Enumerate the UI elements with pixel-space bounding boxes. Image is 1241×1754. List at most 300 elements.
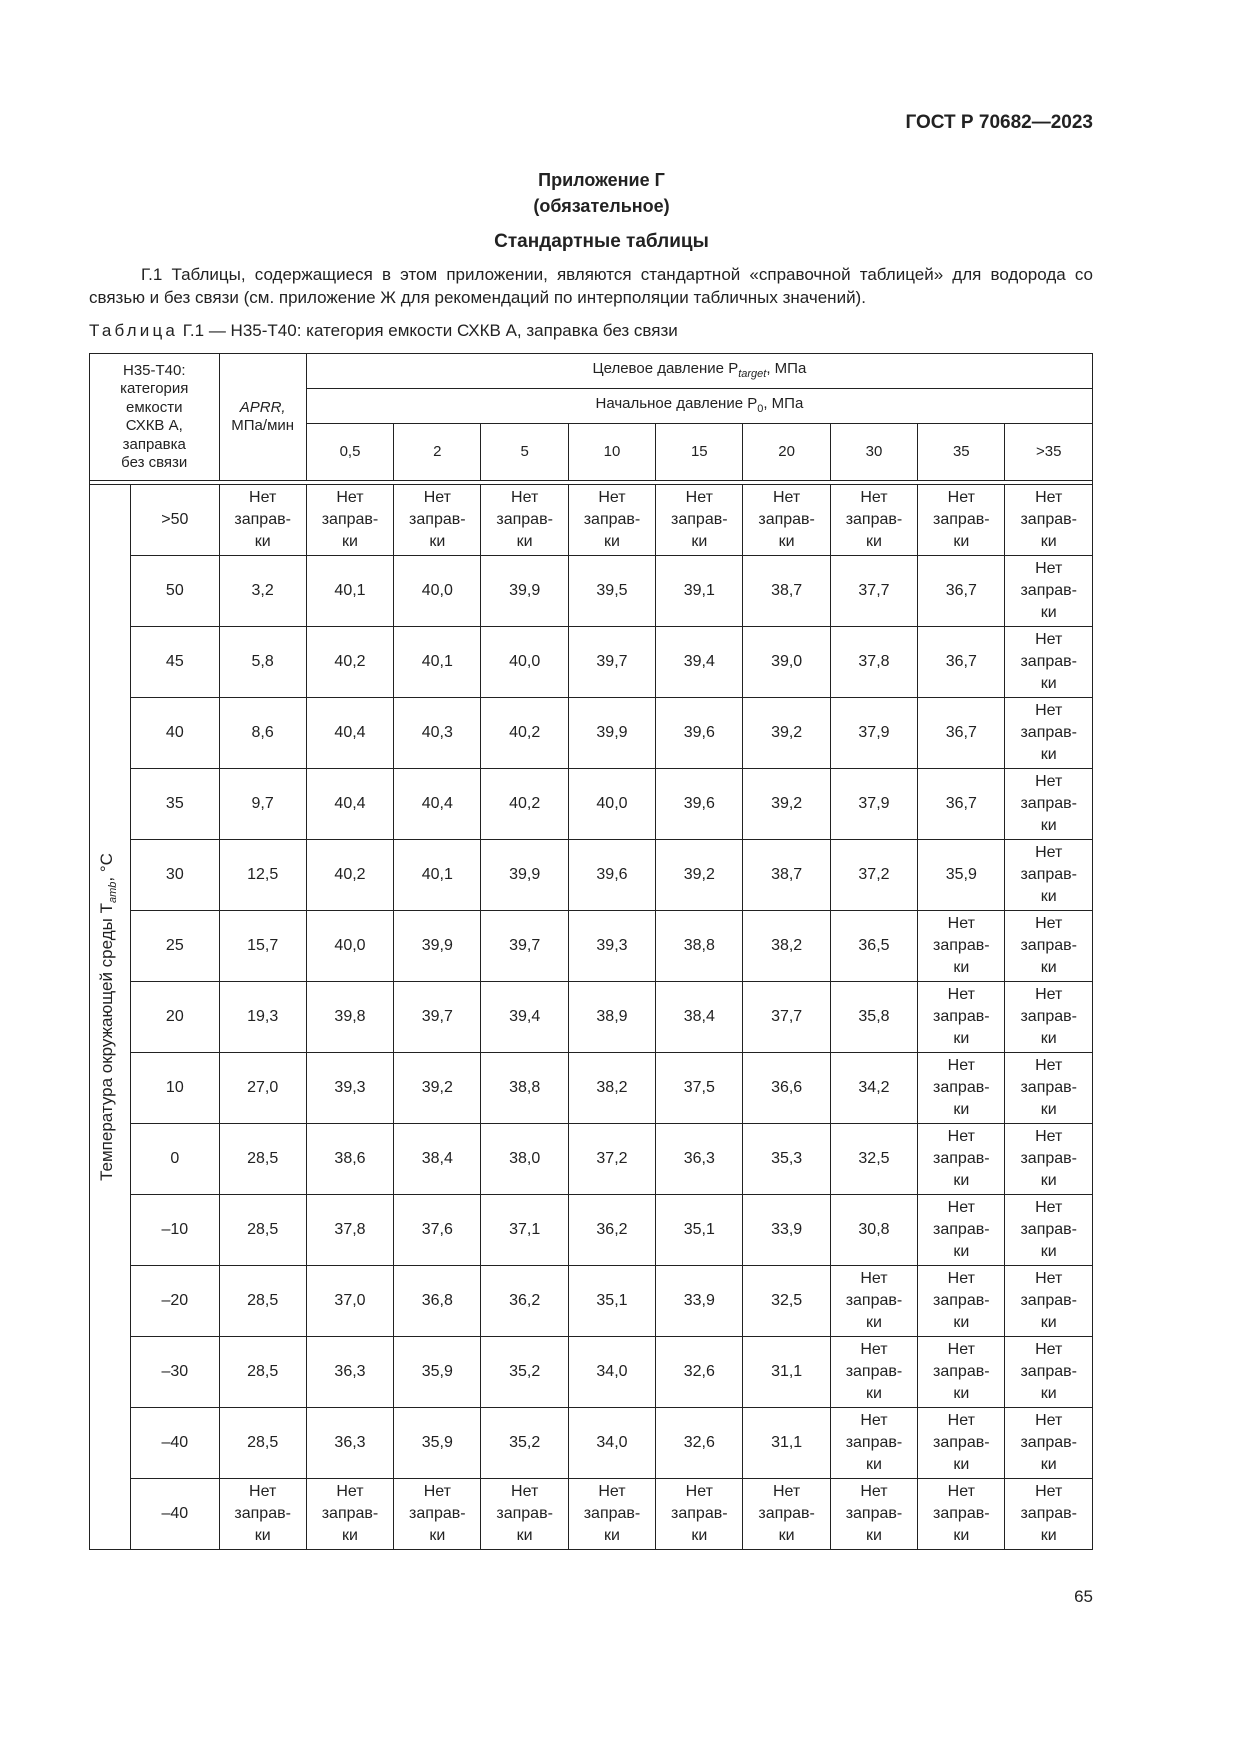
corner-header <box>90 354 220 481</box>
no-fill-text: Нет <box>773 489 801 506</box>
pressure-column-header: >35 <box>1005 424 1093 481</box>
no-fill-text: заправ- <box>409 1505 466 1522</box>
pressure-value-cell: 40,2 <box>481 769 568 840</box>
pressure-value-cell: 30,8 <box>830 1195 917 1266</box>
no-fill-cell <box>568 485 655 556</box>
no-fill-cell <box>1005 1408 1093 1479</box>
no-fill-text: Нет <box>1035 631 1063 648</box>
pressure-value-cell: 37,7 <box>743 982 830 1053</box>
no-fill-text: заправ- <box>1020 1363 1077 1380</box>
pressure-value-cell: 39,4 <box>656 627 743 698</box>
no-fill-cell <box>918 982 1005 1053</box>
no-fill-text: заправ- <box>1020 1079 1077 1096</box>
no-fill-text: ки <box>1040 1030 1057 1047</box>
pressure-value-cell: 40,0 <box>481 627 568 698</box>
no-fill-text: заправ- <box>933 1150 990 1167</box>
no-fill-text: заправ- <box>1020 866 1077 883</box>
no-fill-text: заправ- <box>933 1505 990 1522</box>
no-fill-text: Нет <box>860 489 888 506</box>
no-fill-text: ки <box>1040 959 1057 976</box>
pressure-value-cell: 35,2 <box>481 1408 568 1479</box>
no-fill-cell <box>1005 698 1093 769</box>
no-fill-text: ки <box>1040 1243 1057 1260</box>
pressure-value-cell: 40,0 <box>568 769 655 840</box>
pressure-value-cell: 39,5 <box>568 556 655 627</box>
no-fill-text: ки <box>865 1527 882 1544</box>
pressure-value-cell: 39,2 <box>743 698 830 769</box>
no-fill-text: Нет <box>947 1128 975 1145</box>
no-fill-text: ки <box>1040 817 1057 834</box>
corner-header-line: категория <box>120 380 189 397</box>
temperature-cell: >50 <box>131 485 219 556</box>
table-row <box>90 1195 1093 1266</box>
temperature-cell: 50 <box>131 556 219 627</box>
no-fill-text: Нет <box>1035 560 1063 577</box>
pressure-value-cell: 35,2 <box>481 1337 568 1408</box>
pressure-value-cell: 35,8 <box>830 982 917 1053</box>
pressure-value-cell: 32,6 <box>656 1337 743 1408</box>
pressure-value-cell: 38,6 <box>306 1124 393 1195</box>
no-fill-text: заправ- <box>933 1079 990 1096</box>
no-fill-text: Нет <box>947 915 975 932</box>
no-fill-text: заправ- <box>583 1505 641 1522</box>
pressure-value-cell: 39,3 <box>306 1053 393 1124</box>
pressure-value-cell: 36,2 <box>568 1195 655 1266</box>
aprr-cell: 27,0 <box>219 1053 306 1124</box>
pressure-value-cell: 32,5 <box>743 1266 830 1337</box>
no-fill-text: заправ- <box>1020 724 1077 741</box>
no-fill-text: Нет <box>511 1483 539 1500</box>
no-fill-text: Нет <box>1035 773 1063 790</box>
pressure-value-cell: 39,9 <box>568 698 655 769</box>
pressure-column-header: 20 <box>743 424 830 481</box>
no-fill-text: заправ- <box>321 511 379 528</box>
no-fill-text: заправ- <box>671 511 728 528</box>
pressure-value-cell: 36,8 <box>394 1266 481 1337</box>
temperature-cell: –10 <box>131 1195 219 1266</box>
no-fill-cell <box>1005 1124 1093 1195</box>
no-fill-text: ки <box>342 1527 358 1544</box>
pressure-column-header: 10 <box>568 424 655 481</box>
no-fill-text: Нет <box>1035 1412 1063 1429</box>
pressure-value-cell: 36,7 <box>918 769 1005 840</box>
no-fill-text: ки <box>953 959 970 976</box>
no-fill-cell <box>1005 1337 1093 1408</box>
row-axis-unit: , °С <box>96 853 116 882</box>
table-caption-text: Г.1 — H35-T40: категория емкости СХКВ А, заправка без связи <box>182 321 678 340</box>
no-fill-text: ки <box>953 1172 970 1189</box>
no-fill-text: ки <box>865 533 882 550</box>
no-fill-text: заправ- <box>1020 1434 1077 1451</box>
table-row <box>90 1337 1093 1408</box>
no-fill-cell <box>830 1408 917 1479</box>
no-fill-text: ки <box>1040 1172 1057 1189</box>
pressure-value-cell: 35,9 <box>394 1337 481 1408</box>
pressure-value-cell: 40,1 <box>394 627 481 698</box>
no-fill-text: Нет <box>1035 844 1063 861</box>
pressure-value-cell: 38,0 <box>481 1124 568 1195</box>
target-pressure-subscript: target <box>738 367 767 380</box>
no-fill-text: Нет <box>947 1341 975 1358</box>
table-row <box>90 698 1093 769</box>
pressure-value-cell: 33,9 <box>656 1266 743 1337</box>
row-axis-label <box>90 485 131 1550</box>
aprr-no-fill-cell <box>219 485 306 556</box>
no-fill-text: ки <box>516 1527 533 1544</box>
pressure-value-cell: 33,9 <box>743 1195 830 1266</box>
no-fill-cell <box>830 1266 917 1337</box>
aprr-cell: 8,6 <box>219 698 306 769</box>
intro-paragraph: Г.1 Таблицы, содержащиеся в этом приложении, являются стандартной «справочной таблицей» для водорода со связью и без связи (см. приложение Ж для рекомендаций по интерполяции табличных значений). <box>89 265 1093 307</box>
pressure-value-cell: 39,1 <box>656 556 743 627</box>
no-fill-text: ки <box>1040 533 1057 550</box>
no-fill-text: ки <box>865 1456 882 1473</box>
pressure-value-cell: 31,1 <box>743 1337 830 1408</box>
pressure-value-cell: 40,3 <box>394 698 481 769</box>
no-fill-cell <box>743 485 830 556</box>
no-fill-text: заправ- <box>234 1505 291 1522</box>
table-row <box>90 982 1093 1053</box>
pressure-value-cell: 39,4 <box>481 982 568 1053</box>
no-fill-text: ки <box>865 1385 882 1402</box>
target-pressure-label: Целевое давление P <box>592 359 739 377</box>
pressure-value-cell: 39,2 <box>394 1053 481 1124</box>
pressure-value-cell: 40,1 <box>394 840 481 911</box>
no-fill-text: ки <box>1040 1527 1057 1544</box>
pressure-value-cell: 39,7 <box>394 982 481 1053</box>
no-fill-text: Нет <box>685 489 713 506</box>
no-fill-text: заправ- <box>933 1363 990 1380</box>
no-fill-text: заправ- <box>1020 1008 1077 1025</box>
no-fill-text: Нет <box>947 489 975 506</box>
table-row <box>90 1124 1093 1195</box>
aprr-cell: 28,5 <box>219 1408 306 1479</box>
aprr-cell: 28,5 <box>219 1195 306 1266</box>
no-fill-text: Нет <box>947 1270 975 1287</box>
target-pressure-unit: , МПа <box>766 359 807 377</box>
temperature-cell: 20 <box>131 982 219 1053</box>
no-fill-text: Нет <box>423 489 451 506</box>
no-fill-text: ки <box>691 533 708 550</box>
no-fill-text: Нет <box>685 1483 713 1500</box>
no-fill-text: заправ- <box>409 511 466 528</box>
no-fill-cell <box>918 1124 1005 1195</box>
aprr-cell: 28,5 <box>219 1337 306 1408</box>
no-fill-cell <box>1005 911 1093 982</box>
no-fill-text: Нет <box>860 1341 888 1358</box>
table-row <box>90 485 1093 556</box>
row-axis-subscript: amb <box>107 881 120 904</box>
no-fill-text: заправ- <box>845 1505 903 1522</box>
no-fill-text: Нет <box>947 986 975 1003</box>
pressure-value-cell: 38,7 <box>743 840 830 911</box>
no-fill-text: Нет <box>1035 1483 1063 1500</box>
no-fill-text: заправ- <box>1020 1292 1077 1309</box>
aprr-cell: 15,7 <box>219 911 306 982</box>
no-fill-text: Нет <box>860 1483 888 1500</box>
no-fill-text: Нет <box>1035 986 1063 1003</box>
no-fill-text: заправ- <box>321 1505 379 1522</box>
no-fill-text: Нет <box>336 1483 364 1500</box>
no-fill-text: ки <box>1040 604 1057 621</box>
no-fill-cell <box>1005 1053 1093 1124</box>
initial-pressure-label: Начальное давление P <box>595 394 758 412</box>
no-fill-text: ки <box>1040 1456 1057 1473</box>
no-fill-cell <box>1005 769 1093 840</box>
no-fill-text: ки <box>604 533 620 550</box>
no-fill-text: Нет <box>947 1412 975 1429</box>
pressure-value-cell: 39,2 <box>656 840 743 911</box>
no-fill-cell <box>918 1408 1005 1479</box>
standard-number: ГОСТ Р 70682—2023 <box>905 112 1093 133</box>
pressure-value-cell: 38,4 <box>394 1124 481 1195</box>
no-fill-text: ки <box>1040 1314 1057 1331</box>
no-fill-text: заправ- <box>1020 582 1077 599</box>
aprr-unit: МПа/мин <box>231 417 295 434</box>
table-row <box>90 1053 1093 1124</box>
no-fill-text: заправ- <box>1020 1505 1077 1522</box>
no-fill-text: ки <box>604 1527 620 1544</box>
target-pressure-header <box>306 354 1092 389</box>
pressure-value-cell: 39,9 <box>394 911 481 982</box>
pressure-column-header: 0,5 <box>306 424 393 481</box>
temperature-cell: –40 <box>131 1479 219 1550</box>
pressure-value-cell: 35,1 <box>656 1195 743 1266</box>
no-fill-text: Нет <box>511 489 539 506</box>
no-fill-cell <box>394 1479 481 1550</box>
pressure-value-cell: 39,2 <box>743 769 830 840</box>
pressure-value-cell: 37,0 <box>306 1266 393 1337</box>
pressure-value-cell: 40,2 <box>306 840 393 911</box>
no-fill-text: заправ- <box>933 1221 990 1238</box>
pressure-value-cell: 35,9 <box>394 1408 481 1479</box>
no-fill-text: Нет <box>860 1270 888 1287</box>
no-fill-cell <box>830 485 917 556</box>
no-fill-text: Нет <box>1035 1128 1063 1145</box>
pressure-value-cell: 36,3 <box>656 1124 743 1195</box>
pressure-value-cell: 39,0 <box>743 627 830 698</box>
no-fill-text: Нет <box>773 1483 801 1500</box>
no-fill-cell <box>306 1479 393 1550</box>
pressure-value-cell: 38,2 <box>568 1053 655 1124</box>
no-fill-text: заправ- <box>1020 1221 1077 1238</box>
temperature-cell: –20 <box>131 1266 219 1337</box>
no-fill-text: ки <box>1040 746 1057 763</box>
no-fill-cell <box>830 1337 917 1408</box>
table-row <box>90 769 1093 840</box>
aprr-cell: 5,8 <box>219 627 306 698</box>
pressure-column-header: 15 <box>656 424 743 481</box>
no-fill-text: ки <box>254 533 271 550</box>
temperature-cell: 0 <box>131 1124 219 1195</box>
pressure-column-header: 30 <box>830 424 917 481</box>
temperature-cell: 45 <box>131 627 219 698</box>
pressure-value-cell: 36,7 <box>918 556 1005 627</box>
temperature-cell: 40 <box>131 698 219 769</box>
no-fill-text: заправ- <box>1020 795 1077 812</box>
table-caption <box>89 321 678 341</box>
no-fill-text: ки <box>778 1527 795 1544</box>
no-fill-cell <box>918 485 1005 556</box>
no-fill-text: ки <box>254 1527 271 1544</box>
no-fill-cell <box>830 1479 917 1550</box>
temperature-cell: 25 <box>131 911 219 982</box>
pressure-value-cell: 39,6 <box>656 769 743 840</box>
table-row <box>90 627 1093 698</box>
aprr-cell: 9,7 <box>219 769 306 840</box>
pressure-value-cell: 39,7 <box>481 911 568 982</box>
table-row <box>90 556 1093 627</box>
pressure-value-cell: 34,0 <box>568 1408 655 1479</box>
no-fill-text: ки <box>953 1527 970 1544</box>
pressure-value-cell: 35,3 <box>743 1124 830 1195</box>
pressure-value-cell: 36,7 <box>918 698 1005 769</box>
no-fill-text: ки <box>691 1527 708 1544</box>
row-axis-text <box>96 853 124 1181</box>
no-fill-text: Нет <box>1035 1199 1063 1216</box>
no-fill-text: Нет <box>336 489 364 506</box>
pressure-value-cell: 36,6 <box>743 1053 830 1124</box>
no-fill-text: заправ- <box>496 1505 553 1522</box>
no-fill-text: ки <box>1040 675 1057 692</box>
no-fill-text: Нет <box>598 489 626 506</box>
pressure-value-cell: 39,6 <box>656 698 743 769</box>
no-fill-cell <box>918 1195 1005 1266</box>
no-fill-text: заправ- <box>758 511 815 528</box>
no-fill-text: заправ- <box>933 1008 990 1025</box>
no-fill-text: заправ- <box>933 511 990 528</box>
pressure-value-cell: 39,9 <box>481 556 568 627</box>
no-fill-text: заправ- <box>496 511 553 528</box>
no-fill-text: Нет <box>1035 702 1063 719</box>
aprr-cell: 28,5 <box>219 1124 306 1195</box>
no-fill-text: Нет <box>947 1199 975 1216</box>
pressure-value-cell: 37,2 <box>830 840 917 911</box>
pressure-value-cell: 37,9 <box>830 769 917 840</box>
pressure-value-cell: 40,2 <box>306 627 393 698</box>
initial-pressure-header <box>306 389 1092 424</box>
initial-pressure-unit: , МПа <box>763 394 804 412</box>
annex-status: (обязательное) <box>533 196 670 216</box>
no-fill-text: ки <box>342 533 358 550</box>
pressure-column-header: 35 <box>918 424 1005 481</box>
no-fill-text: заправ- <box>758 1505 815 1522</box>
no-fill-text: заправ- <box>1020 511 1077 528</box>
aprr-cell: 12,5 <box>219 840 306 911</box>
aprr-no-fill-cell <box>219 1479 306 1550</box>
no-fill-cell <box>1005 1479 1093 1550</box>
pressure-value-cell: 34,2 <box>830 1053 917 1124</box>
aprr-cell: 3,2 <box>219 556 306 627</box>
no-fill-text: заправ- <box>1020 653 1077 670</box>
no-fill-text: заправ- <box>933 1434 990 1451</box>
no-fill-cell <box>918 1266 1005 1337</box>
no-fill-text: ки <box>1040 1101 1057 1118</box>
no-fill-text: Нет <box>423 1483 451 1500</box>
no-fill-cell <box>1005 1266 1093 1337</box>
pressure-value-cell: 38,8 <box>481 1053 568 1124</box>
table-row <box>90 1408 1093 1479</box>
no-fill-cell <box>743 1479 830 1550</box>
page-number: 65 <box>1074 1587 1093 1606</box>
reference-table <box>89 353 1093 1550</box>
no-fill-text: заправ- <box>1020 937 1077 954</box>
pressure-value-cell: 32,6 <box>656 1408 743 1479</box>
pressure-value-cell: 38,2 <box>743 911 830 982</box>
no-fill-text: Нет <box>1035 1057 1063 1074</box>
no-fill-text: Нет <box>947 1483 975 1500</box>
no-fill-cell <box>918 911 1005 982</box>
aprr-cell: 19,3 <box>219 982 306 1053</box>
pressure-value-cell: 36,3 <box>306 1408 393 1479</box>
pressure-value-cell: 39,8 <box>306 982 393 1053</box>
no-fill-text: ки <box>1040 1385 1057 1402</box>
no-fill-text: Нет <box>249 1483 277 1500</box>
pressure-value-cell: 37,2 <box>568 1124 655 1195</box>
pressure-value-cell: 37,9 <box>830 698 917 769</box>
pressure-value-cell: 39,9 <box>481 840 568 911</box>
no-fill-text: ки <box>953 1243 970 1260</box>
pressure-value-cell: 36,5 <box>830 911 917 982</box>
no-fill-text: заправ- <box>845 1292 903 1309</box>
no-fill-text: Нет <box>1035 1341 1063 1358</box>
no-fill-text: ки <box>516 533 533 550</box>
pressure-value-cell: 31,1 <box>743 1408 830 1479</box>
no-fill-text: ки <box>953 533 970 550</box>
no-fill-cell <box>1005 627 1093 698</box>
no-fill-text: ки <box>953 1101 970 1118</box>
pressure-value-cell: 39,7 <box>568 627 655 698</box>
pressure-value-cell: 40,4 <box>394 769 481 840</box>
no-fill-cell <box>1005 485 1093 556</box>
no-fill-cell <box>1005 556 1093 627</box>
temperature-cell: –40 <box>131 1408 219 1479</box>
pressure-value-cell: 37,8 <box>830 627 917 698</box>
pressure-value-cell: 36,2 <box>481 1266 568 1337</box>
no-fill-text: Нет <box>598 1483 626 1500</box>
no-fill-cell <box>568 1479 655 1550</box>
no-fill-cell <box>656 1479 743 1550</box>
table-row <box>90 1266 1093 1337</box>
pressure-value-cell: 40,2 <box>481 698 568 769</box>
no-fill-cell <box>1005 1195 1093 1266</box>
no-fill-cell <box>1005 982 1093 1053</box>
annex-heading: Стандартные таблицы <box>494 231 709 252</box>
no-fill-text: Нет <box>947 1057 975 1074</box>
pressure-value-cell: 40,1 <box>306 556 393 627</box>
no-fill-text: ки <box>953 1314 970 1331</box>
no-fill-text: ки <box>953 1385 970 1402</box>
no-fill-text: Нет <box>1035 1270 1063 1287</box>
pressure-value-cell: 36,7 <box>918 627 1005 698</box>
annex-title: Приложение Г <box>538 170 665 190</box>
pressure-value-cell: 37,1 <box>481 1195 568 1266</box>
no-fill-text: заправ- <box>933 1292 990 1309</box>
no-fill-cell <box>481 485 568 556</box>
no-fill-cell <box>918 1337 1005 1408</box>
aprr-cell: 28,5 <box>219 1266 306 1337</box>
no-fill-text: ки <box>953 1456 970 1473</box>
no-fill-cell <box>918 1053 1005 1124</box>
table-caption-label: Таблица <box>89 321 179 340</box>
pressure-value-cell: 35,1 <box>568 1266 655 1337</box>
corner-header-line: без связи <box>121 454 188 471</box>
no-fill-text: заправ- <box>845 1363 903 1380</box>
temperature-cell: 30 <box>131 840 219 911</box>
no-fill-cell <box>481 1479 568 1550</box>
no-fill-cell <box>1005 840 1093 911</box>
pressure-value-cell: 37,5 <box>656 1053 743 1124</box>
